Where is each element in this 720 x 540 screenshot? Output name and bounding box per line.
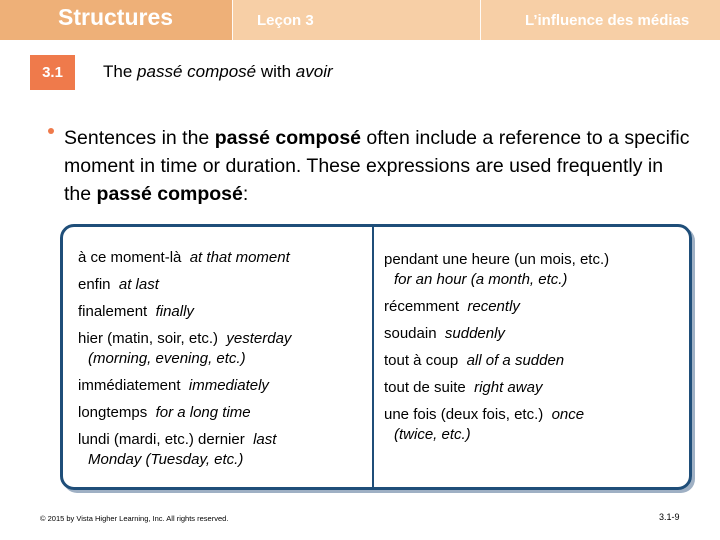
section-number-badge: [30, 55, 75, 90]
vocab-french: hier (matin, soir, etc.): [78, 330, 219, 347]
header-chapter-label: L’influence des médias: [525, 12, 690, 29]
vocab-french: tout à coup: [384, 352, 459, 369]
vocab-french: à ce moment-là: [78, 249, 182, 266]
header-separator: [480, 0, 481, 40]
vocab-entry: [384, 351, 684, 371]
bullet-bold-term: passé composé: [214, 127, 362, 149]
bullet-bold-term: passé composé: [96, 183, 243, 205]
section-title: [103, 62, 333, 82]
vocab-entry: [384, 405, 684, 445]
vocab-english: for a long time: [155, 404, 251, 421]
vocab-english: all of a sudden: [466, 352, 565, 369]
vocab-english: once: [551, 406, 585, 423]
header-structures-label: Structures: [58, 4, 174, 30]
vocab-entry: [384, 378, 684, 398]
vocab-french: finalement: [78, 303, 148, 320]
vocab-french: soudain: [384, 325, 437, 342]
vocab-french: enfin: [78, 276, 111, 293]
vocab-french: lundi (mardi, etc.) dernier: [78, 431, 245, 448]
header-separator: [232, 0, 233, 40]
vocab-entry: [384, 250, 684, 290]
vocab-english-continued: Monday (Tuesday, etc.): [88, 451, 244, 468]
bullet-text-part3: :: [242, 183, 249, 205]
vocab-entry: [78, 302, 363, 322]
copyright-notice: © 2015 by Vista Higher Learning, Inc. All rights reserved.: [40, 514, 229, 523]
vocab-french: tout de suite: [384, 379, 466, 396]
vocab-entry: [78, 329, 363, 369]
bullet-dot-icon: [48, 128, 54, 134]
vocab-entry: [78, 376, 363, 396]
vocab-english: finally: [155, 303, 194, 320]
header-lecon-label: Leçon 3: [257, 12, 314, 29]
vocab-english-continued: (morning, evening, etc.): [88, 350, 246, 367]
vocab-french: une fois (deux fois, etc.): [384, 406, 544, 423]
section-number: 3.1: [42, 64, 63, 81]
vocab-french: récemment: [384, 298, 460, 315]
vocab-english: recently: [467, 298, 520, 315]
vocab-french: longtemps: [78, 404, 148, 421]
section-title-prefix: The: [103, 62, 138, 81]
section-title-term: passé composé: [137, 62, 257, 81]
vocab-entry: [78, 275, 363, 295]
vocab-entry: [78, 430, 363, 470]
vocab-english: suddenly: [444, 325, 505, 342]
vocab-english: immediately: [188, 377, 269, 394]
vocab-entry: [384, 324, 684, 344]
vocabulary-left-column: [78, 248, 363, 477]
section-title-verb: avoir: [295, 62, 333, 81]
vocab-english: at last: [118, 276, 159, 293]
bullet-text-part2: often include a reference to a specific moment in time or duration. These expressions are used frequently in the: [64, 127, 690, 205]
bullet-paragraph: [64, 124, 694, 208]
vocab-entry: [384, 297, 684, 317]
section-title-mid: with: [256, 62, 296, 81]
vocab-english: at that moment: [189, 249, 290, 266]
page-number: 3.1-9: [659, 512, 680, 522]
vocabulary-right-column: [384, 250, 684, 452]
header-bar: [0, 0, 720, 40]
vocabulary-column-divider: [372, 227, 374, 487]
vocab-french: immédiatement: [78, 377, 181, 394]
vocab-english: yesterday: [226, 330, 292, 347]
vocab-french: pendant une heure (un mois, etc.): [384, 251, 610, 268]
vocab-english-continued: for an hour (a month, etc.): [394, 271, 568, 288]
vocab-english: last: [253, 431, 277, 448]
vocab-english-continued: (twice, etc.): [394, 426, 471, 443]
vocab-entry: [78, 248, 363, 268]
vocab-english: right away: [474, 379, 543, 396]
vocab-entry: [78, 403, 363, 423]
bullet-text-part1: Sentences in the: [64, 127, 215, 149]
